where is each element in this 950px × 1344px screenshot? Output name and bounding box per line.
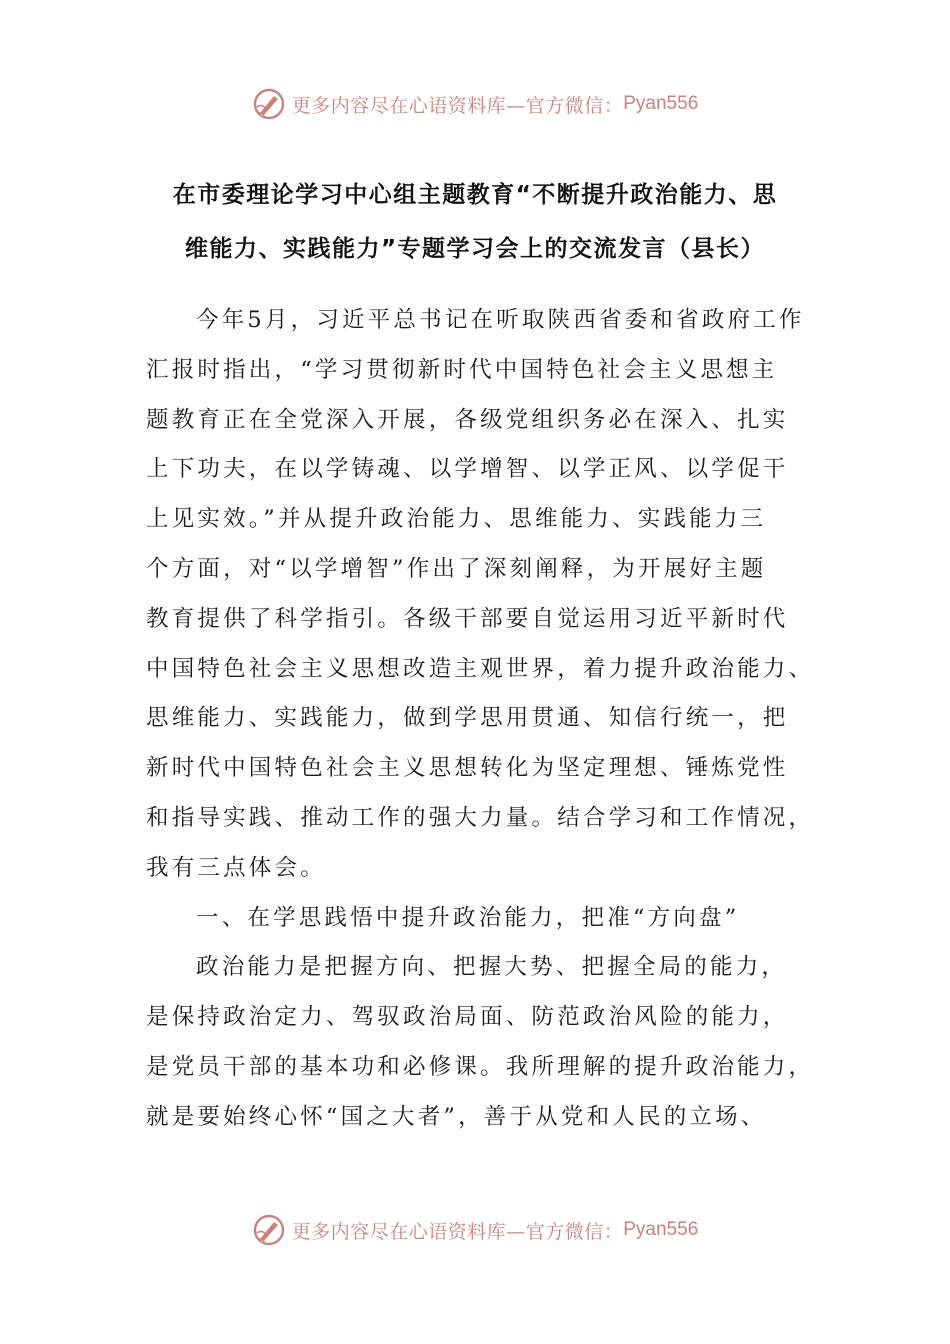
document-body (146, 296, 815, 1143)
body-line: 中国特色社会主义思想改造主观世界，着力提升政治能力、 (146, 655, 815, 682)
header-watermark-banner (0, 84, 950, 124)
document-title (130, 168, 820, 276)
body-line: 新时代中国特色社会主义思想转化为坚定理想、锤炼党性 (146, 755, 789, 782)
body-line: 教育提供了科学指引。各级干部要自觉运用习近平新时代 (146, 605, 789, 632)
pen-circle-logo-icon (252, 87, 286, 121)
body-line: 上见实效。”并从提升政治能力、思维能力、实践能力三 (146, 506, 767, 533)
title-line: 在市委理论学习中心组主题教育“不断提升政治能力、思 (172, 182, 778, 208)
body-line: 是保持政治定力、驾驭政治局面、防范政治风险的能力， (146, 1004, 789, 1031)
body-line: 汇报时指出，“学习贯彻新时代中国特色社会主义思想主 (146, 356, 778, 383)
body-line: 就是要始终心怀“国之大者”，善于从党和人民的立场、 (146, 1103, 767, 1130)
body-line: 题教育正在全党深入开展，各级党组织务必在深入、扎实 (146, 406, 789, 433)
body-line: 今年5月，习近平总书记在听取陕西省委和省政府工作 (196, 307, 805, 333)
wechat-id: Pyan556 (623, 1219, 699, 1240)
footer-watermark-banner (0, 1210, 950, 1250)
section-heading: 一、在学思践悟中提升政治能力，把准“方向盘” (196, 904, 740, 931)
pen-circle-logo-icon (252, 1213, 286, 1247)
body-line: 政治能力是把握方向、把握大势、把握全局的能力， (196, 954, 788, 981)
body-line: 我有三点体会。 (146, 854, 326, 881)
body-line: 是党员干部的基本功和必修课。我所理解的提升政治能力， (146, 1053, 815, 1080)
watermark-text: 更多内容尽在心语资料库—官方微信： (291, 1220, 624, 1243)
body-line: 和指导实践、推动工作的强大力量。结合学习和工作情况， (146, 804, 815, 831)
wechat-id: Pyan556 (623, 93, 699, 114)
body-line: 思维能力、实践能力，做到学思用贯通、知信行统一，把 (146, 705, 789, 732)
body-line: 个方面，对“以学增智”作出了深刻阐释，为开展好主题 (146, 555, 767, 582)
watermark-text: 更多内容尽在心语资料库—官方微信： (291, 94, 624, 117)
body-line: 上下功夫，在以学铸魂、以学增智、以学正风、以学促干 (146, 456, 789, 483)
title-line: 维能力、实践能力”专题学习会上的交流发言（县长） (184, 236, 766, 262)
